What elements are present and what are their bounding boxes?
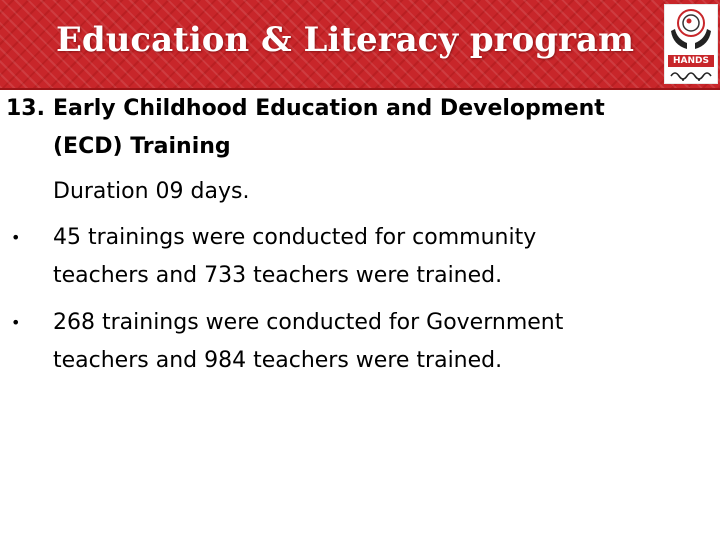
- section-heading-line2: (ECD) Training: [53, 134, 231, 159]
- section-heading-line1: Early Childhood Education and Development: [53, 96, 605, 121]
- bullet-2-line1: 268 trainings were conducted for Government: [53, 310, 564, 335]
- bullet-1-marker: •: [11, 228, 21, 247]
- duration-text: Duration 09 days.: [53, 179, 250, 204]
- bullet-1-line2: teachers and 733 teachers were trained.: [53, 263, 503, 288]
- hands-logo: [664, 4, 718, 84]
- logo-script-icon: [665, 68, 717, 82]
- banner-title: Education & Literacy program: [56, 20, 634, 60]
- bullet-2-marker: •: [11, 313, 21, 332]
- hands-emblem-icon: [665, 5, 717, 55]
- header-banner: [0, 0, 720, 90]
- section-number: 13.: [6, 96, 45, 121]
- bullet-1-line1: 45 trainings were conducted for community: [53, 225, 537, 250]
- bullet-2-line2: teachers and 984 teachers were trained.: [53, 348, 503, 373]
- logo-wordmark: HANDS: [668, 55, 714, 67]
